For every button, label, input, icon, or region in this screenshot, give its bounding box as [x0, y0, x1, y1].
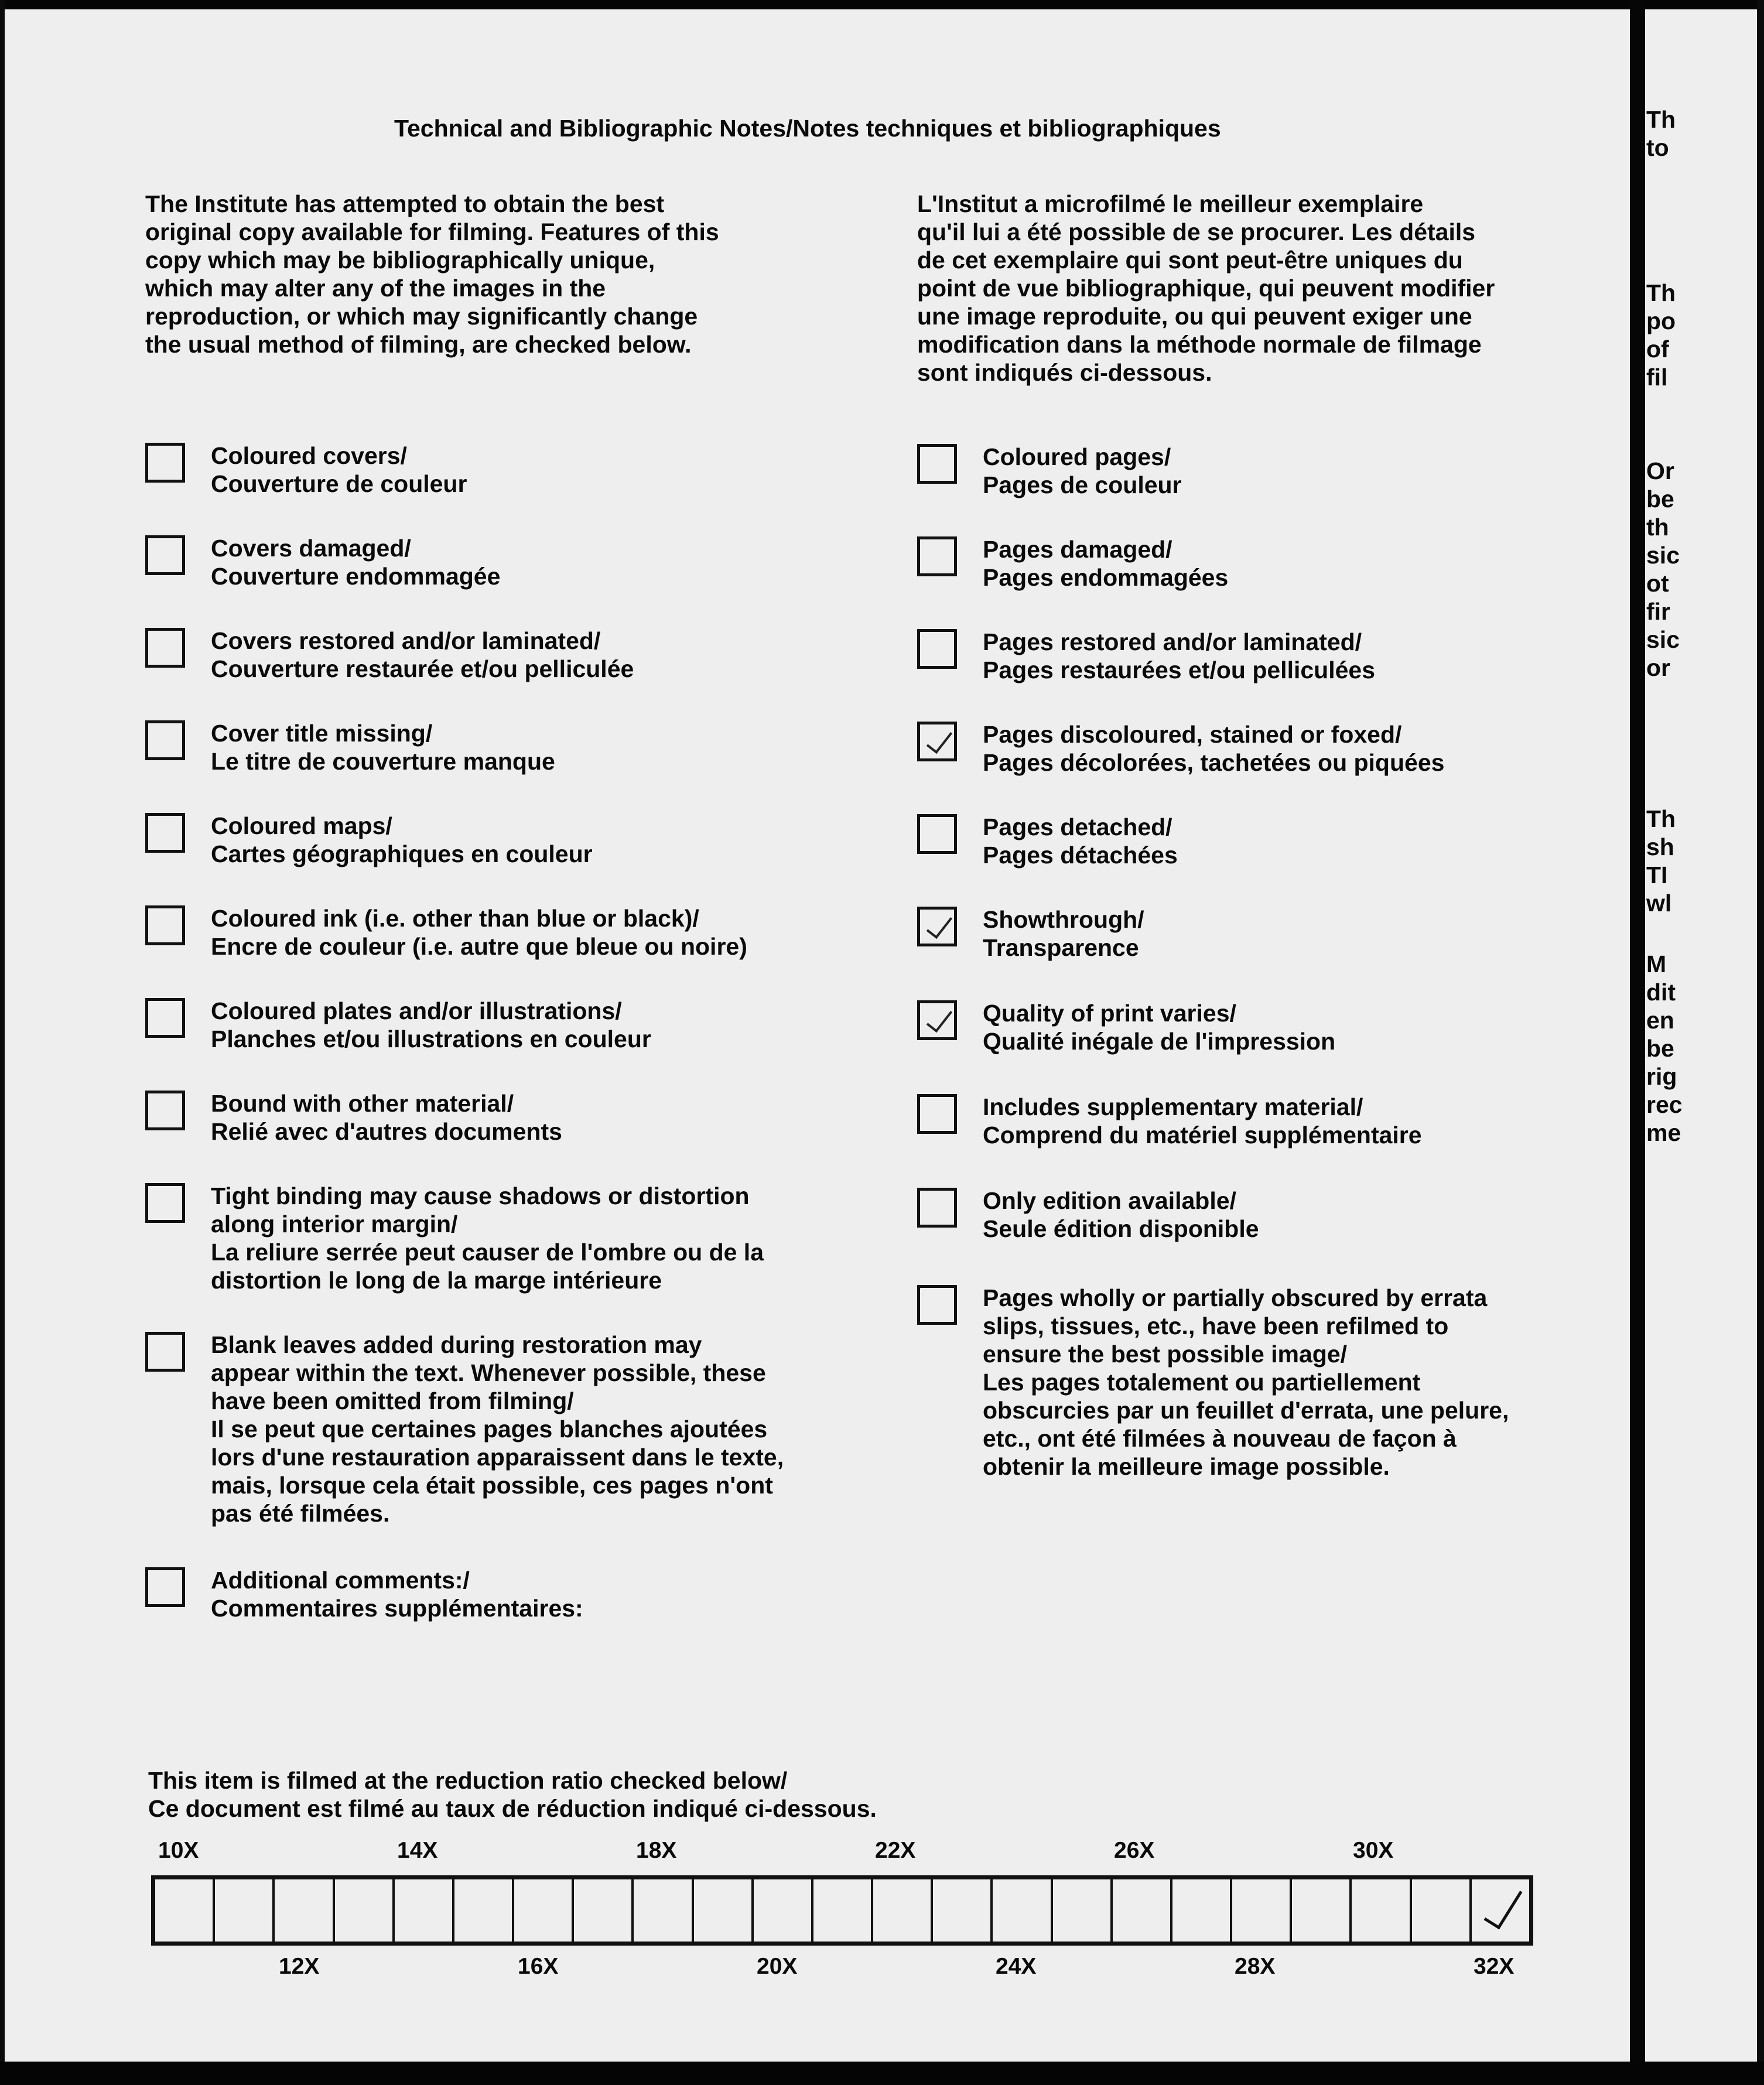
intro-french-line: une image reproduite, ou qui peuvent exiger une [917, 303, 1472, 330]
label-line: etc., ont été filmées à nouveau de façon à [983, 1425, 1457, 1452]
fragment-line: to [1646, 134, 1669, 161]
ratio-label-32x: 32X [1474, 1954, 1515, 1979]
intro-french-line: de cet exemplaire qui sont peut-être uniques du [917, 247, 1463, 274]
ratio-cell[interactable] [514, 1879, 574, 1942]
label-line: along interior margin/ [211, 1211, 458, 1238]
checkbox[interactable] [145, 1567, 185, 1607]
ratio-cell[interactable] [993, 1879, 1052, 1942]
checklist-item-label [983, 813, 1178, 869]
label-line: Pages damaged/ [983, 536, 1172, 563]
ratio-cell[interactable] [1172, 1879, 1232, 1942]
scan-border-left [0, 0, 5, 2085]
label-line: Couverture restaurée et/ou pelliculée [211, 655, 634, 682]
label-line: obscurcies par un feuillet d'errata, une pelure, [983, 1397, 1509, 1424]
label-line: Coloured pages/ [983, 443, 1171, 470]
page-gutter [1630, 0, 1645, 2085]
ratio-label-20x: 20X [757, 1954, 798, 1979]
fragment-line: M [1646, 951, 1667, 977]
fragment-line: Or [1646, 457, 1674, 484]
ratio-text-line: Ce document est filmé au taux de réduction indiqué ci-dessous. [148, 1795, 877, 1822]
checklist-item-label [983, 1093, 1422, 1149]
fragment-line: or [1646, 654, 1670, 681]
fragment-line: sh [1646, 833, 1674, 860]
intro-english [145, 190, 719, 358]
label-line: Pages restaurées et/ou pelliculées [983, 657, 1375, 683]
label-line: Cartes géographiques en couleur [211, 840, 593, 867]
checkbox[interactable] [917, 1188, 957, 1228]
checklist-item-label [983, 999, 1335, 1055]
adjacent-page-text [1646, 279, 1676, 391]
checkbox[interactable] [145, 720, 185, 760]
fragment-line: Th [1646, 279, 1676, 306]
ratio-cell[interactable] [574, 1879, 634, 1942]
label-line: mais, lorsque cela était possible, ces pages n'ont [211, 1472, 773, 1499]
ratio-cell[interactable] [275, 1879, 334, 1942]
fragment-line: rec [1646, 1091, 1683, 1118]
checklist-item-label [211, 627, 634, 683]
ratio-label-28x: 28X [1235, 1954, 1276, 1979]
checkbox[interactable] [917, 814, 957, 854]
ratio-cell[interactable] [933, 1879, 993, 1942]
label-line: Coloured ink (i.e. other than blue or black)/ [211, 905, 699, 932]
ratio-cell[interactable] [754, 1879, 813, 1942]
checklist-item-label [211, 534, 500, 590]
label-line: appear within the text. Whenever possible, these [211, 1359, 766, 1386]
ratio-label-18x: 18X [636, 1838, 677, 1863]
fragment-line: fil [1646, 364, 1668, 391]
checklist-item-label [211, 997, 651, 1053]
ratio-label-24x: 24X [996, 1954, 1037, 1979]
fragment-line: dit [1646, 979, 1676, 1006]
checkbox-checked[interactable] [917, 722, 957, 761]
checkbox[interactable] [145, 813, 185, 853]
label-line: Includes supplementary material/ [983, 1093, 1363, 1120]
label-line: Relié avec d'autres documents [211, 1118, 562, 1145]
label-line: Additional comments:/ [211, 1567, 470, 1594]
label-line: Il se peut que certaines pages blanches ajoutées [211, 1416, 768, 1443]
ratio-label-26x: 26X [1114, 1838, 1155, 1863]
checkbox[interactable] [145, 998, 185, 1038]
checkbox[interactable] [145, 628, 185, 668]
ratio-cell-checked[interactable] [1472, 1879, 1529, 1942]
label-line: Pages détachées [983, 842, 1178, 869]
ratio-cell[interactable] [694, 1879, 754, 1942]
intro-english-line: which may alter any of the images in the [145, 275, 606, 302]
checkbox[interactable] [145, 1332, 185, 1372]
ratio-label-22x: 22X [875, 1838, 916, 1863]
checklist-item-label [211, 442, 467, 498]
checkbox[interactable] [917, 1285, 957, 1325]
label-line: Pages discoloured, stained or foxed/ [983, 721, 1402, 748]
adjacent-page-text [1646, 457, 1680, 682]
page-title: Technical and Bibliographic Notes/Notes techniques et bibliographiques [394, 115, 1221, 142]
intro-french-line: modification dans la méthode normale de filmage [917, 331, 1482, 358]
checklist-item-label [211, 812, 593, 868]
label-line: Seule édition disponible [983, 1215, 1259, 1242]
label-line: Le titre de couverture manque [211, 748, 555, 775]
checkbox[interactable] [917, 629, 957, 669]
fragment-line: of [1646, 336, 1669, 363]
checklist-item-label [983, 720, 1444, 777]
ratio-cell[interactable] [1053, 1879, 1113, 1942]
fragment-line: be [1646, 1035, 1674, 1062]
ratio-cell[interactable] [634, 1879, 693, 1942]
intro-english-line: The Institute has attempted to obtain the best [145, 190, 665, 217]
label-line: pas été filmées. [211, 1500, 390, 1527]
adjacent-page-text [1646, 805, 1676, 917]
checkbox[interactable] [145, 1183, 185, 1223]
label-line: distortion le long de la marge intérieure [211, 1267, 662, 1294]
checklist-item-label [983, 628, 1375, 684]
checklist-item-label [211, 1182, 764, 1294]
label-line: Encre de couleur (i.e. autre que bleue ou noire) [211, 933, 747, 960]
ratio-cell[interactable] [1292, 1879, 1352, 1942]
checklist-item-label [211, 1566, 583, 1622]
label-line: La reliure serrée peut causer de l'ombre ou de la [211, 1239, 764, 1266]
label-line: Coloured plates and/or illustrations/ [211, 997, 622, 1024]
fragment-line: Th [1646, 805, 1676, 832]
label-line: Blank leaves added during restoration may [211, 1331, 702, 1358]
scan-border-top [0, 0, 1764, 9]
label-line: Coloured covers/ [211, 442, 407, 469]
fragment-line: rig [1646, 1063, 1677, 1090]
label-line: Only edition available/ [983, 1187, 1236, 1214]
scan-border-bottom [0, 2062, 1764, 2085]
label-line: Pages décolorées, tachetées ou piquées [983, 749, 1445, 776]
fragment-line: po [1646, 307, 1676, 334]
ratio-cell[interactable] [1232, 1879, 1292, 1942]
intro-french-line: qu'il lui a été possible de se procurer. Les détails [917, 218, 1476, 245]
label-line: slips, tissues, etc., have been refilmed to [983, 1312, 1449, 1339]
label-line: ensure the best possible image/ [983, 1341, 1348, 1368]
ratio-label-30x: 30X [1353, 1838, 1394, 1863]
label-line: Pages restored and/or laminated/ [983, 628, 1362, 655]
label-line: Les pages totalement ou partiellement [983, 1369, 1421, 1396]
label-line: Pages endommagées [983, 564, 1229, 591]
label-line: obtenir la meilleure image possible. [983, 1453, 1390, 1480]
ratio-cell[interactable] [155, 1879, 215, 1942]
label-line: Cover title missing/ [211, 720, 433, 747]
label-line: Transparence [983, 934, 1139, 961]
label-line: Couverture endommagée [211, 563, 501, 590]
checklist-item-label [983, 443, 1182, 499]
checkbox-checked[interactable] [917, 1000, 957, 1040]
checkbox[interactable] [917, 444, 957, 484]
adjacent-page-text [1646, 950, 1683, 1147]
intro-english-line: copy which may be bibliographically unique, [145, 247, 655, 274]
ratio-cell[interactable] [873, 1879, 933, 1942]
label-line: Planches et/ou illustrations en couleur [211, 1026, 651, 1052]
checkbox[interactable] [917, 1094, 957, 1134]
checkbox[interactable] [145, 443, 185, 483]
label-line: Covers restored and/or laminated/ [211, 627, 601, 654]
intro-french [917, 190, 1495, 387]
ratio-label-14x: 14X [397, 1838, 438, 1863]
notes-page [5, 9, 1630, 2062]
ratio-label-12x: 12X [279, 1954, 320, 1979]
checklist-item-label [211, 904, 747, 961]
ratio-cell[interactable] [1412, 1879, 1472, 1942]
label-line: Quality of print varies/ [983, 1000, 1236, 1027]
checklist-item-label [983, 1187, 1259, 1243]
intro-english-line: reproduction, or which may significantly change [145, 303, 698, 330]
label-line: Bound with other material/ [211, 1090, 514, 1117]
fragment-line: sic [1646, 626, 1680, 653]
fragment-line: th [1646, 514, 1669, 541]
fragment-line: en [1646, 1007, 1674, 1034]
label-line: Commentaires supplémentaires: [211, 1595, 583, 1622]
ratio-label-10x: 10X [158, 1838, 199, 1863]
label-line: lors d'une restauration apparaissent dans le texte, [211, 1444, 784, 1471]
fragment-line: TI [1646, 862, 1668, 888]
adjacent-page-text [1646, 105, 1676, 162]
checkbox[interactable] [917, 536, 957, 576]
ratio-cell[interactable] [813, 1879, 873, 1942]
ratio-text-line: This item is filmed at the reduction ratio checked below/ [148, 1767, 788, 1794]
checkbox-checked[interactable] [917, 907, 957, 946]
fragment-line: wl [1646, 890, 1672, 917]
label-line: Couverture de couleur [211, 470, 467, 497]
ratio-cell[interactable] [395, 1879, 454, 1942]
intro-french-line: sont indiqués ci-dessous. [917, 359, 1212, 386]
label-line: Showthrough/ [983, 906, 1144, 933]
label-line: have been omitted from filming/ [211, 1387, 574, 1414]
intro-english-line: the usual method of filming, are checked below. [145, 331, 692, 358]
reduction-ratio-text [148, 1766, 877, 1823]
checklist-item-label [211, 1331, 784, 1527]
checklist-item-label [983, 905, 1144, 962]
label-line: Coloured maps/ [211, 812, 392, 839]
intro-english-line: original copy available for filming. Features of this [145, 218, 719, 245]
fragment-line: be [1646, 486, 1674, 512]
fragment-line: Th [1646, 106, 1676, 133]
fragment-line: me [1646, 1119, 1681, 1146]
label-line: Comprend du matériel supplémentaire [983, 1122, 1422, 1149]
checklist-item-label [983, 1284, 1509, 1481]
checkbox[interactable] [145, 1091, 185, 1130]
ratio-cell[interactable] [215, 1879, 275, 1942]
checklist-item-label [211, 719, 555, 775]
checklist-item-label [983, 535, 1228, 592]
ratio-cell[interactable] [335, 1879, 395, 1942]
label-line: Covers damaged/ [211, 535, 411, 562]
intro-french-line: L'Institut a microfilmé le meilleur exemplaire [917, 190, 1424, 217]
ratio-cell[interactable] [1352, 1879, 1411, 1942]
checkbox[interactable] [145, 535, 185, 575]
ratio-cell[interactable] [1113, 1879, 1172, 1942]
fragment-line: fir [1646, 598, 1670, 625]
fragment-line: sic [1646, 542, 1680, 569]
label-line: Pages wholly or partially obscured by errata [983, 1284, 1488, 1311]
ratio-label-16x: 16X [518, 1954, 559, 1979]
label-line: Pages detached/ [983, 814, 1172, 840]
adjacent-page-fragment [1645, 9, 1757, 2062]
reduction-ratio-bar [151, 1875, 1533, 1946]
label-line: Tight binding may cause shadows or distortion [211, 1182, 750, 1209]
fragment-line: ot [1646, 570, 1669, 597]
checkbox[interactable] [145, 905, 185, 945]
label-line: Pages de couleur [983, 471, 1182, 498]
checklist-item-label [211, 1089, 562, 1146]
label-line: Qualité inégale de l'impression [983, 1028, 1336, 1055]
ratio-cell[interactable] [454, 1879, 514, 1942]
intro-french-line: point de vue bibliographique, qui peuvent modifier [917, 275, 1495, 302]
scan-border-right [1757, 0, 1764, 2085]
